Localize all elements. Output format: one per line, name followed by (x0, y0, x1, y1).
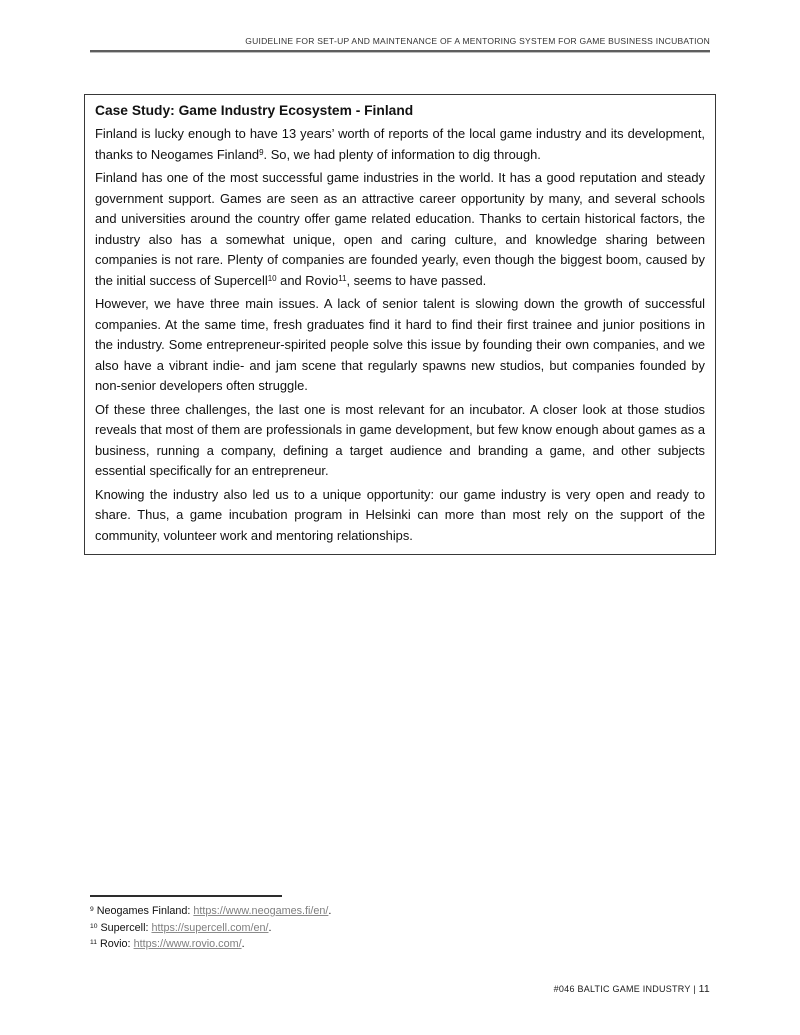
case-paragraph-3 (95, 294, 705, 397)
case-paragraph-2 (95, 168, 705, 291)
footnote-reference-10: 10 (267, 273, 277, 283)
case-study-box (84, 94, 716, 555)
footnote-label: Supercell: (100, 921, 152, 934)
footnote-marker: 9 (90, 906, 94, 913)
footnote-reference-9: 9 (259, 147, 264, 157)
footnotes-section (90, 903, 510, 953)
footnote-link-supercell[interactable]: https://supercell.com/en/ (151, 921, 269, 934)
case-paragraph-1 (95, 124, 705, 165)
footnote-neogames (90, 903, 510, 920)
paragraph-text: , seems to have passed. (346, 272, 487, 288)
footnote-link-rovio[interactable]: https://www.rovio.com/ (133, 938, 242, 950)
paragraph-text: . So, we had plenty of information to dig through. (263, 146, 541, 162)
footnote-period: . (268, 921, 272, 934)
footnote-period: . (241, 938, 245, 950)
paragraph-text: However, we have three main issues. A lack of senior talent is slowing down the growth of successful companies. At the same time, fresh graduates find it hard to find their first trainee and junior positions in the industry. Some entrepreneur-spirited people solve this issue by founding their own companies, and we also have a vibrant indie- and jam scene that regularly spawns new studios, but companies founded by non-senior developers often struggle. (95, 296, 705, 393)
case-study-title: Case Study: Game Industry Ecosystem - Finland (95, 103, 414, 118)
footnote-period: . (328, 905, 332, 917)
header-rule (90, 50, 710, 53)
paragraph-text: and Rovio (276, 272, 339, 288)
footnote-marker: 10 (90, 922, 98, 930)
footnote-reference-11: 11 (338, 273, 347, 283)
paragraph-text: Of these three challenges, the last one is most relevant for an incubator. A closer look at those studios reveals that most of them are professionals in game development, but few know enough about games as a business, running a company, defining a target audience and branding a game, and other subjects essential specifically for an entrepreneur. (95, 401, 705, 478)
case-paragraph-4 (95, 400, 705, 482)
footer-label: #046 BALTIC GAME INDUSTRY (553, 984, 691, 994)
footer-page-number: 11 (698, 983, 710, 995)
footnote-label: Neogames Finland: (96, 905, 194, 917)
case-paragraph-5 (95, 485, 705, 547)
page-footer (90, 983, 710, 995)
footnote-link-neogames[interactable]: https://www.neogames.fi/en/ (193, 905, 329, 917)
footnote-supercell (90, 920, 510, 937)
footer-separator: | (693, 984, 696, 994)
paragraph-text: Finland is lucky enough to have 13 years’ worth of reports of the local game industry and its development, thanks to Neogames Finland (95, 126, 705, 162)
paragraph-text: Knowing the industry also led us to a unique opportunity: our game industry is very open and ready to share. Thus, a game incubation program in Helsinki can more than most rely on the support of the community, volunteer work and mentoring relationships. (95, 486, 705, 543)
page-header-title: GUIDELINE FOR SET-UP AND MAINTENANCE OF A MENTORING SYSTEM FOR GAME BUSINESS INCUBATION (245, 36, 710, 46)
footnote-label: Rovio: (99, 938, 134, 950)
footnote-separator (90, 895, 282, 897)
paragraph-text: Finland has one of the most successful game industries in the world. It has a good reputation and steady government support. Games are seen as an attractive career opportunity by many, and several schools and universities around the country offer game related education. Thanks to certain historical factors, the industry also has a somewhat unique, open and caring culture, and knowledge sharing between companies is not rare. Plenty of companies are founded yearly, even though the biggest boom, caused by the initial success of Supercell (95, 170, 705, 288)
footnote-rovio (90, 936, 510, 953)
footnote-marker: 11 (90, 939, 97, 946)
